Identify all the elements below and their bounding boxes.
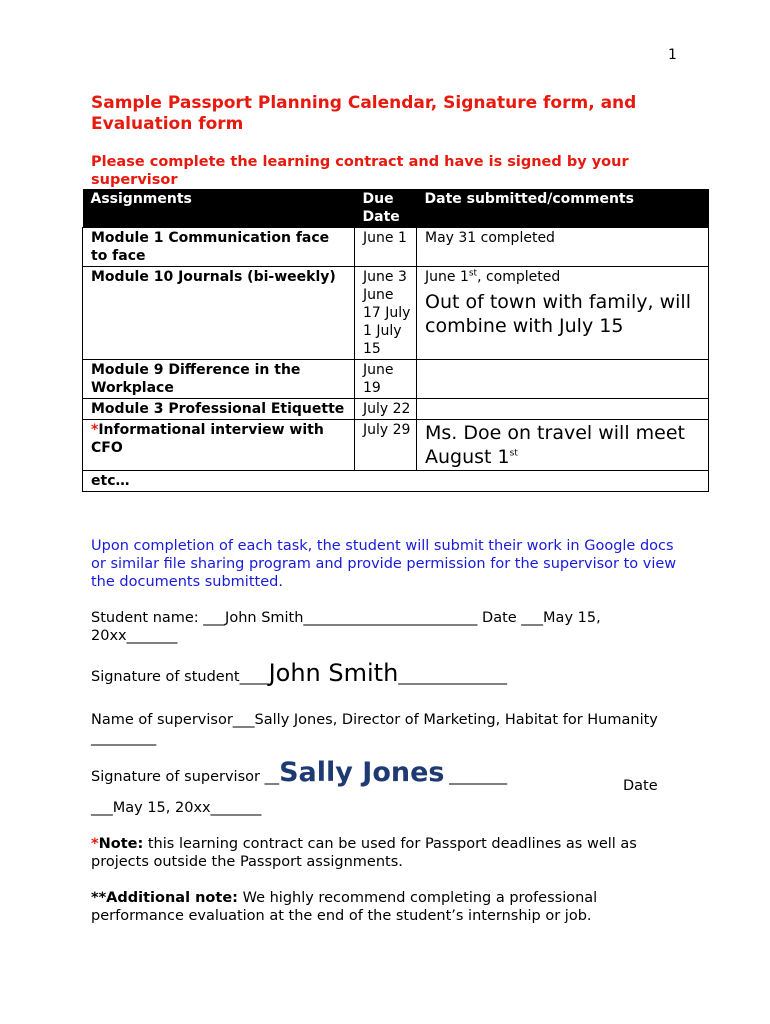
assignment-cell: Module 3 Professional Etiquette	[83, 399, 355, 420]
table-row	[83, 399, 709, 420]
comment-cell: May 31 completed	[417, 228, 709, 267]
table-footer-row	[83, 471, 709, 492]
table-header-row	[83, 189, 709, 228]
supervisor-signature-line	[91, 757, 711, 794]
table-row	[83, 267, 709, 360]
header-assignments: Assignments	[83, 189, 355, 228]
handwritten-comment	[425, 421, 703, 469]
comment-cell	[417, 420, 709, 471]
student-name-line: Student name: ___John Smith________________________ Date ___May 15, 20xx_______	[91, 610, 601, 644]
table-footer: etc…	[83, 471, 709, 492]
page-number: 1	[668, 47, 677, 63]
header-comments: Date submitted/comments	[417, 189, 709, 228]
additional-note-label: **Additional note:	[91, 890, 238, 906]
student-signature-label: Signature of student____	[91, 669, 269, 685]
comment-cell	[417, 360, 709, 399]
student-signature: John Smith	[268, 659, 399, 687]
note-star: *	[91, 836, 99, 852]
additional-note-paragraph	[91, 889, 691, 925]
assignment-cell: Module 1 Communication face to face	[83, 228, 355, 267]
signature-underline: _______________	[398, 669, 508, 685]
due-cell: July 29	[355, 420, 417, 471]
table-row	[83, 360, 709, 399]
due-cell: June 1	[355, 228, 417, 267]
comment-cell	[417, 399, 709, 420]
comment-text: Ms. Doe on travel will meet August 1	[425, 422, 685, 468]
comment-cell	[417, 267, 709, 360]
date-label: Date	[623, 778, 658, 794]
assignment-cell	[83, 420, 355, 471]
additional-note-text: We highly recommend completing a professional performance evaluation at the end of the student’s internship or job.	[91, 890, 598, 924]
due-cell: June 19	[355, 360, 417, 399]
page-title: Sample Passport Planning Calendar, Signature form, and Evaluation form	[91, 93, 637, 134]
note-text: this learning contract can be used for Passport deadlines as well as projects outside the Passport assignments.	[91, 836, 637, 870]
table-row	[83, 228, 709, 267]
supervisor-date-line: ___May 15, 20xx_______	[91, 800, 262, 816]
header-due-date: Due Date	[355, 189, 417, 228]
required-star: *	[91, 422, 99, 438]
note-label: Note:	[98, 836, 144, 852]
ordinal-suffix: st	[509, 448, 518, 459]
assignment-text: Informational interview with CFO	[91, 422, 324, 456]
due-cell: July 22	[355, 399, 417, 420]
instruction-text: Please complete the learning contract and have is signed by your supervisor	[91, 154, 629, 188]
comment-text-rest: , completed	[477, 269, 561, 285]
ordinal-suffix: st	[468, 268, 478, 279]
signature-underline: ________	[444, 769, 508, 785]
completion-instructions: Upon completion of each task, the student will submit their work in Google docs or similar file sharing program and provide permission for the supervisor to view the documents submitted.	[91, 538, 677, 590]
supervisor-signature: Sally Jones	[279, 757, 445, 788]
comment-text: June 1	[425, 269, 469, 285]
assignment-cell: Module 9 Difference in the Workplace	[83, 360, 355, 399]
assignments-table	[82, 189, 709, 492]
student-signature-line	[91, 659, 691, 687]
assignment-cell: Module 10 Journals (bi-weekly)	[83, 267, 355, 360]
supervisor-name-line: Name of supervisor___Sally Jones, Director of Marketing, Habitat for Humanity _________	[91, 712, 658, 746]
table-row	[83, 420, 709, 471]
supervisor-signature-label: Signature of supervisor __	[91, 769, 280, 785]
due-cell: June 3 June 17 July 1 July 15	[355, 267, 417, 360]
note-paragraph	[91, 835, 691, 871]
handwritten-comment: Out of town with family, will combine with July 15	[425, 291, 691, 337]
